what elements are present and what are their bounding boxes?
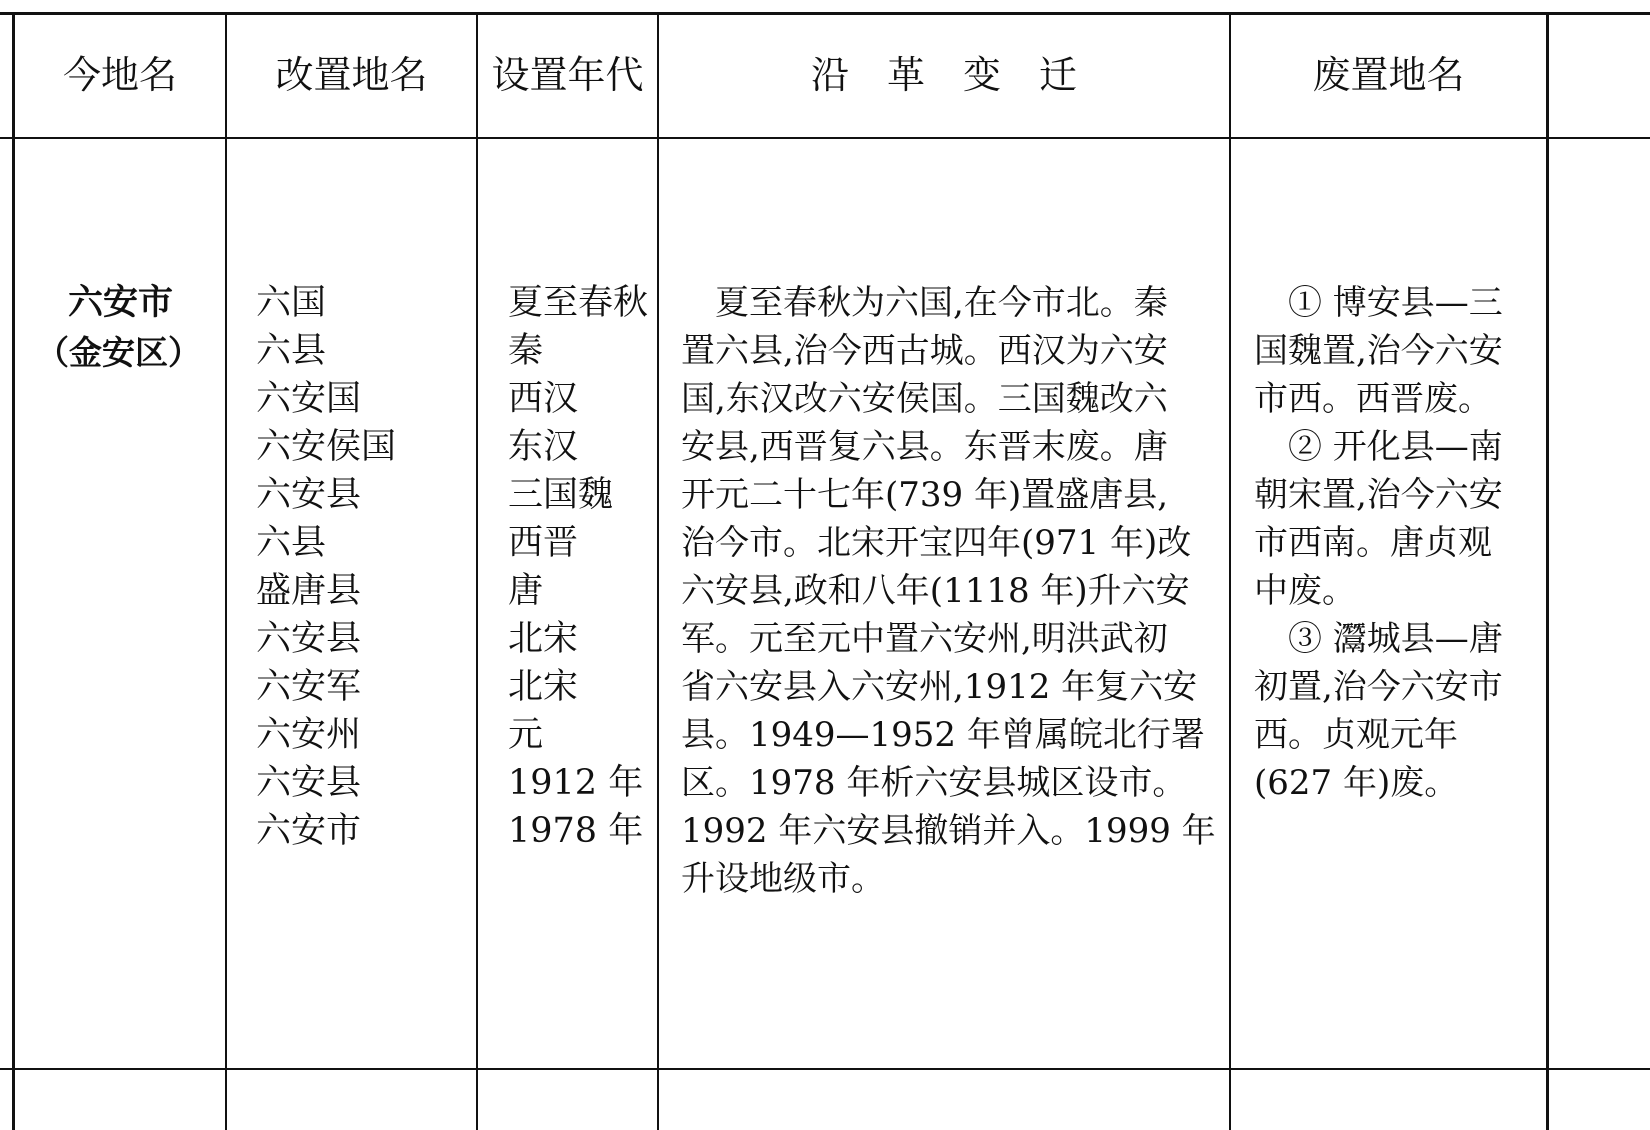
list-item: 1912 年 bbox=[508, 763, 644, 803]
abolished-line: 朝宋置,治今六安 bbox=[1254, 475, 1503, 515]
abolished-line: 市西。西晋废。 bbox=[1254, 379, 1492, 419]
left-border bbox=[12, 12, 15, 1130]
history-line: 开元二十七年(739 年)置盛唐县, bbox=[681, 475, 1169, 515]
list-item: 三国魏 bbox=[508, 475, 614, 515]
list-item: 六安县 bbox=[256, 475, 362, 515]
header-period: 设置年代 bbox=[491, 53, 644, 97]
history-line: 安县,西晋复六县。东晋末废。唐 bbox=[681, 427, 1168, 467]
list-item: 六安军 bbox=[256, 667, 362, 707]
list-item: 东汉 bbox=[508, 427, 579, 467]
history-line: 六安县,政和八年(1118 年)升六安 bbox=[681, 571, 1190, 611]
header-current-name: 今地名 bbox=[62, 53, 177, 97]
abolished-line: 国魏置,治今六安 bbox=[1254, 331, 1503, 371]
list-item: 六安国 bbox=[256, 379, 362, 419]
col-divider-4 bbox=[1229, 12, 1231, 1130]
history-line: 国,东汉改六安侯国。三国魏改六 bbox=[681, 379, 1168, 419]
header-bottom-border bbox=[0, 137, 1650, 139]
list-item: 夏至春秋 bbox=[508, 283, 649, 323]
abolished-line: ③ 灊城县—唐 bbox=[1254, 619, 1503, 659]
list-item: 六县 bbox=[256, 331, 327, 371]
history-line: 1992 年六安县撤销并入。1999 年 bbox=[681, 811, 1216, 851]
header-changed-name: 改置地名 bbox=[275, 53, 428, 97]
right-border bbox=[1546, 12, 1549, 1130]
list-item: 唐 bbox=[508, 571, 544, 611]
list-item: 西晋 bbox=[508, 523, 579, 563]
abolished-line: ② 开化县—南 bbox=[1254, 427, 1503, 467]
list-item: 西汉 bbox=[508, 379, 579, 419]
history-line: 军。元至元中置六安州,明洪武初 bbox=[681, 619, 1168, 659]
history-line: 治今市。北宋开宝四年(971 年)改 bbox=[681, 523, 1192, 563]
list-item: 六安县 bbox=[256, 619, 362, 659]
table-top-border bbox=[0, 12, 1650, 15]
history-line: 区。1978 年析六安县城区设市。 bbox=[681, 763, 1187, 803]
history-line: 置六县,治今西古城。西汉为六安 bbox=[681, 331, 1168, 371]
abolished-line: 中废。 bbox=[1254, 571, 1356, 611]
list-item: 六安县 bbox=[256, 763, 362, 803]
list-item: 六安市 bbox=[256, 811, 362, 851]
header-history: 沿 革 变 迁 bbox=[810, 53, 1077, 97]
col-divider-2 bbox=[476, 12, 478, 1130]
col-divider-3 bbox=[657, 12, 659, 1130]
history-line: 县。1949—1952 年曾属皖北行署 bbox=[681, 715, 1205, 755]
abolished-line: 西。贞观元年 bbox=[1254, 715, 1458, 755]
list-item: 北宋 bbox=[508, 667, 579, 707]
list-item: 六国 bbox=[256, 283, 327, 323]
list-item: 元 bbox=[508, 715, 544, 755]
list-item: 六安侯国 bbox=[256, 427, 397, 467]
list-item: 六县 bbox=[256, 523, 327, 563]
abolished-line: ① 博安县—三 bbox=[1254, 283, 1503, 323]
list-item: 1978 年 bbox=[508, 811, 644, 851]
history-line: 夏至春秋为六国,在今市北。秦 bbox=[681, 283, 1168, 323]
list-item: 秦 bbox=[508, 331, 544, 371]
current-name-district: （金安区） bbox=[36, 333, 201, 372]
history-line: 省六安县入六安州,1912 年复六安 bbox=[681, 667, 1198, 707]
header-abolished: 废置地名 bbox=[1312, 53, 1465, 97]
current-name: 六安市 bbox=[68, 282, 174, 323]
list-item: 北宋 bbox=[508, 619, 579, 659]
list-item: 盛唐县 bbox=[256, 571, 362, 611]
col-divider-1 bbox=[225, 12, 227, 1130]
list-item: 六安州 bbox=[256, 715, 362, 755]
abolished-line: (627 年)废。 bbox=[1254, 763, 1459, 803]
abolished-line: 初置,治今六安市 bbox=[1254, 667, 1503, 707]
history-line: 升设地级市。 bbox=[681, 859, 885, 899]
table-bottom-border bbox=[0, 1068, 1650, 1070]
abolished-line: 市西南。唐贞观 bbox=[1254, 523, 1492, 563]
